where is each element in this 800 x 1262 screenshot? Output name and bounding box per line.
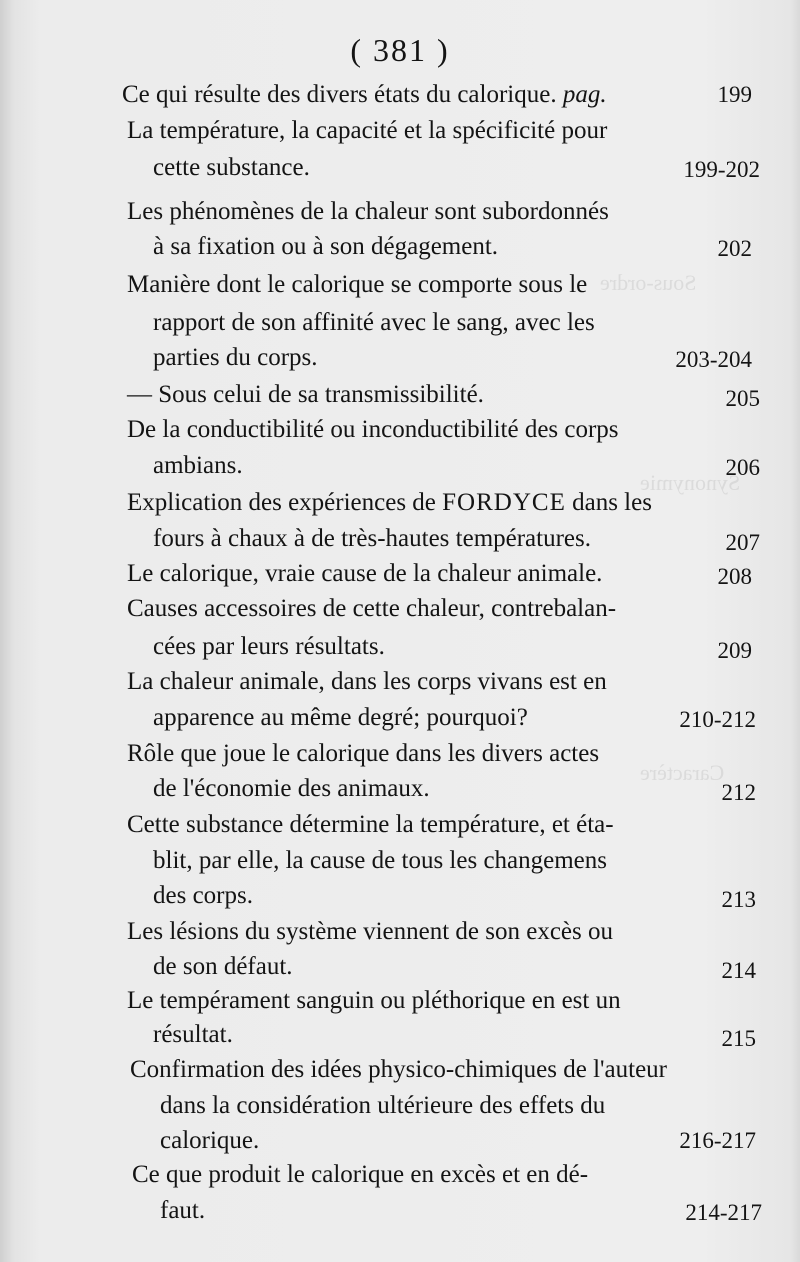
entry-line: ambians. bbox=[153, 452, 243, 479]
entry-line: Les lésions du système viennent de son excès ou bbox=[127, 918, 614, 945]
entry-line: Explication des expériences de FORDYCE dans les bbox=[127, 489, 652, 516]
entry-page: 208 bbox=[717, 564, 752, 589]
entry-line: Manière dont le calorique se comporte sous le bbox=[127, 271, 588, 298]
entry-line: dans la considération ultérieure des effets du bbox=[160, 1092, 606, 1119]
entry-line: fours à chaux à de très-hautes températures. bbox=[153, 525, 592, 552]
entry-line: Causes accessoires de cette chaleur, contrebalan- bbox=[127, 595, 617, 622]
entry-line: La température, la capacité et la spécificité pour bbox=[127, 117, 608, 144]
bleed-through: Synonymie bbox=[640, 470, 741, 495]
entry-line: Ce qui résulte des divers états du calorique. pag. bbox=[122, 81, 607, 108]
entry-line: Ce que produit le calorique en excès et en dé- bbox=[132, 1161, 589, 1188]
entry-line: La chaleur animale, dans les corps vivans est en bbox=[127, 668, 607, 695]
entry-line: faut. bbox=[160, 1197, 206, 1224]
entry-page: 206 bbox=[725, 455, 760, 480]
entry-line: de son défaut. bbox=[153, 953, 293, 980]
entry-page: 199-202 bbox=[683, 157, 760, 182]
entry-page: 202 bbox=[717, 236, 752, 261]
entry-line: De la conductibilité ou inconductibilité des corps bbox=[127, 416, 619, 443]
entry-line: Confirmation des idées physico-chimiques de l'auteur bbox=[130, 1056, 668, 1083]
entry-page: 214-217 bbox=[685, 1200, 762, 1225]
entry-line: — Sous celui de sa transmissibilité. bbox=[127, 381, 484, 408]
entry-page: 199 bbox=[717, 82, 752, 107]
bleed-through: Sous-ordre bbox=[600, 270, 697, 295]
entry-page: 212 bbox=[721, 780, 756, 805]
entry-line: cette substance. bbox=[153, 154, 310, 181]
entry-line: résultat. bbox=[153, 1021, 233, 1048]
entry-page: 213 bbox=[721, 887, 756, 912]
entry-line: Rôle que joue le calorique dans les divers actes bbox=[127, 740, 600, 767]
entry-page: 216-217 bbox=[679, 1128, 756, 1153]
entry-page: 215 bbox=[721, 1026, 756, 1051]
entry-line: Cette substance détermine la température, et éta- bbox=[127, 811, 614, 838]
entry-line: de l'économie des animaux. bbox=[153, 775, 430, 802]
entry-page: 210-212 bbox=[679, 707, 756, 732]
entry-line: Les phénomènes de la chaleur sont subordonnés bbox=[127, 198, 609, 225]
entry-line: rapport de son affinité avec le sang, avec les bbox=[153, 309, 595, 336]
entry-line: des corps. bbox=[153, 882, 253, 909]
entry-page: 205 bbox=[725, 386, 760, 411]
entry-page: 203-204 bbox=[675, 347, 752, 372]
entry-line: apparence au même degré; pourquoi? bbox=[153, 704, 528, 731]
entry-line: cées par leurs résultats. bbox=[153, 633, 385, 660]
entry-page: 214 bbox=[721, 958, 756, 983]
entry-line: Le calorique, vraie cause de la chaleur animale. bbox=[127, 560, 603, 587]
entry-line: parties du corps. bbox=[153, 344, 318, 371]
entry-line: Le tempérament sanguin ou pléthorique en est un bbox=[127, 987, 621, 1014]
entry-line: blit, par elle, la cause de tous les changemens bbox=[153, 847, 608, 874]
entry-page: 207 bbox=[725, 530, 760, 555]
entry-page: 209 bbox=[717, 638, 752, 663]
entry-line: à sa fixation ou à son dégagement. bbox=[153, 233, 499, 260]
bleed-through: Caractère bbox=[640, 760, 725, 785]
page-number: ( 381 ) bbox=[350, 32, 450, 68]
entry-line: calorique. bbox=[160, 1127, 260, 1154]
